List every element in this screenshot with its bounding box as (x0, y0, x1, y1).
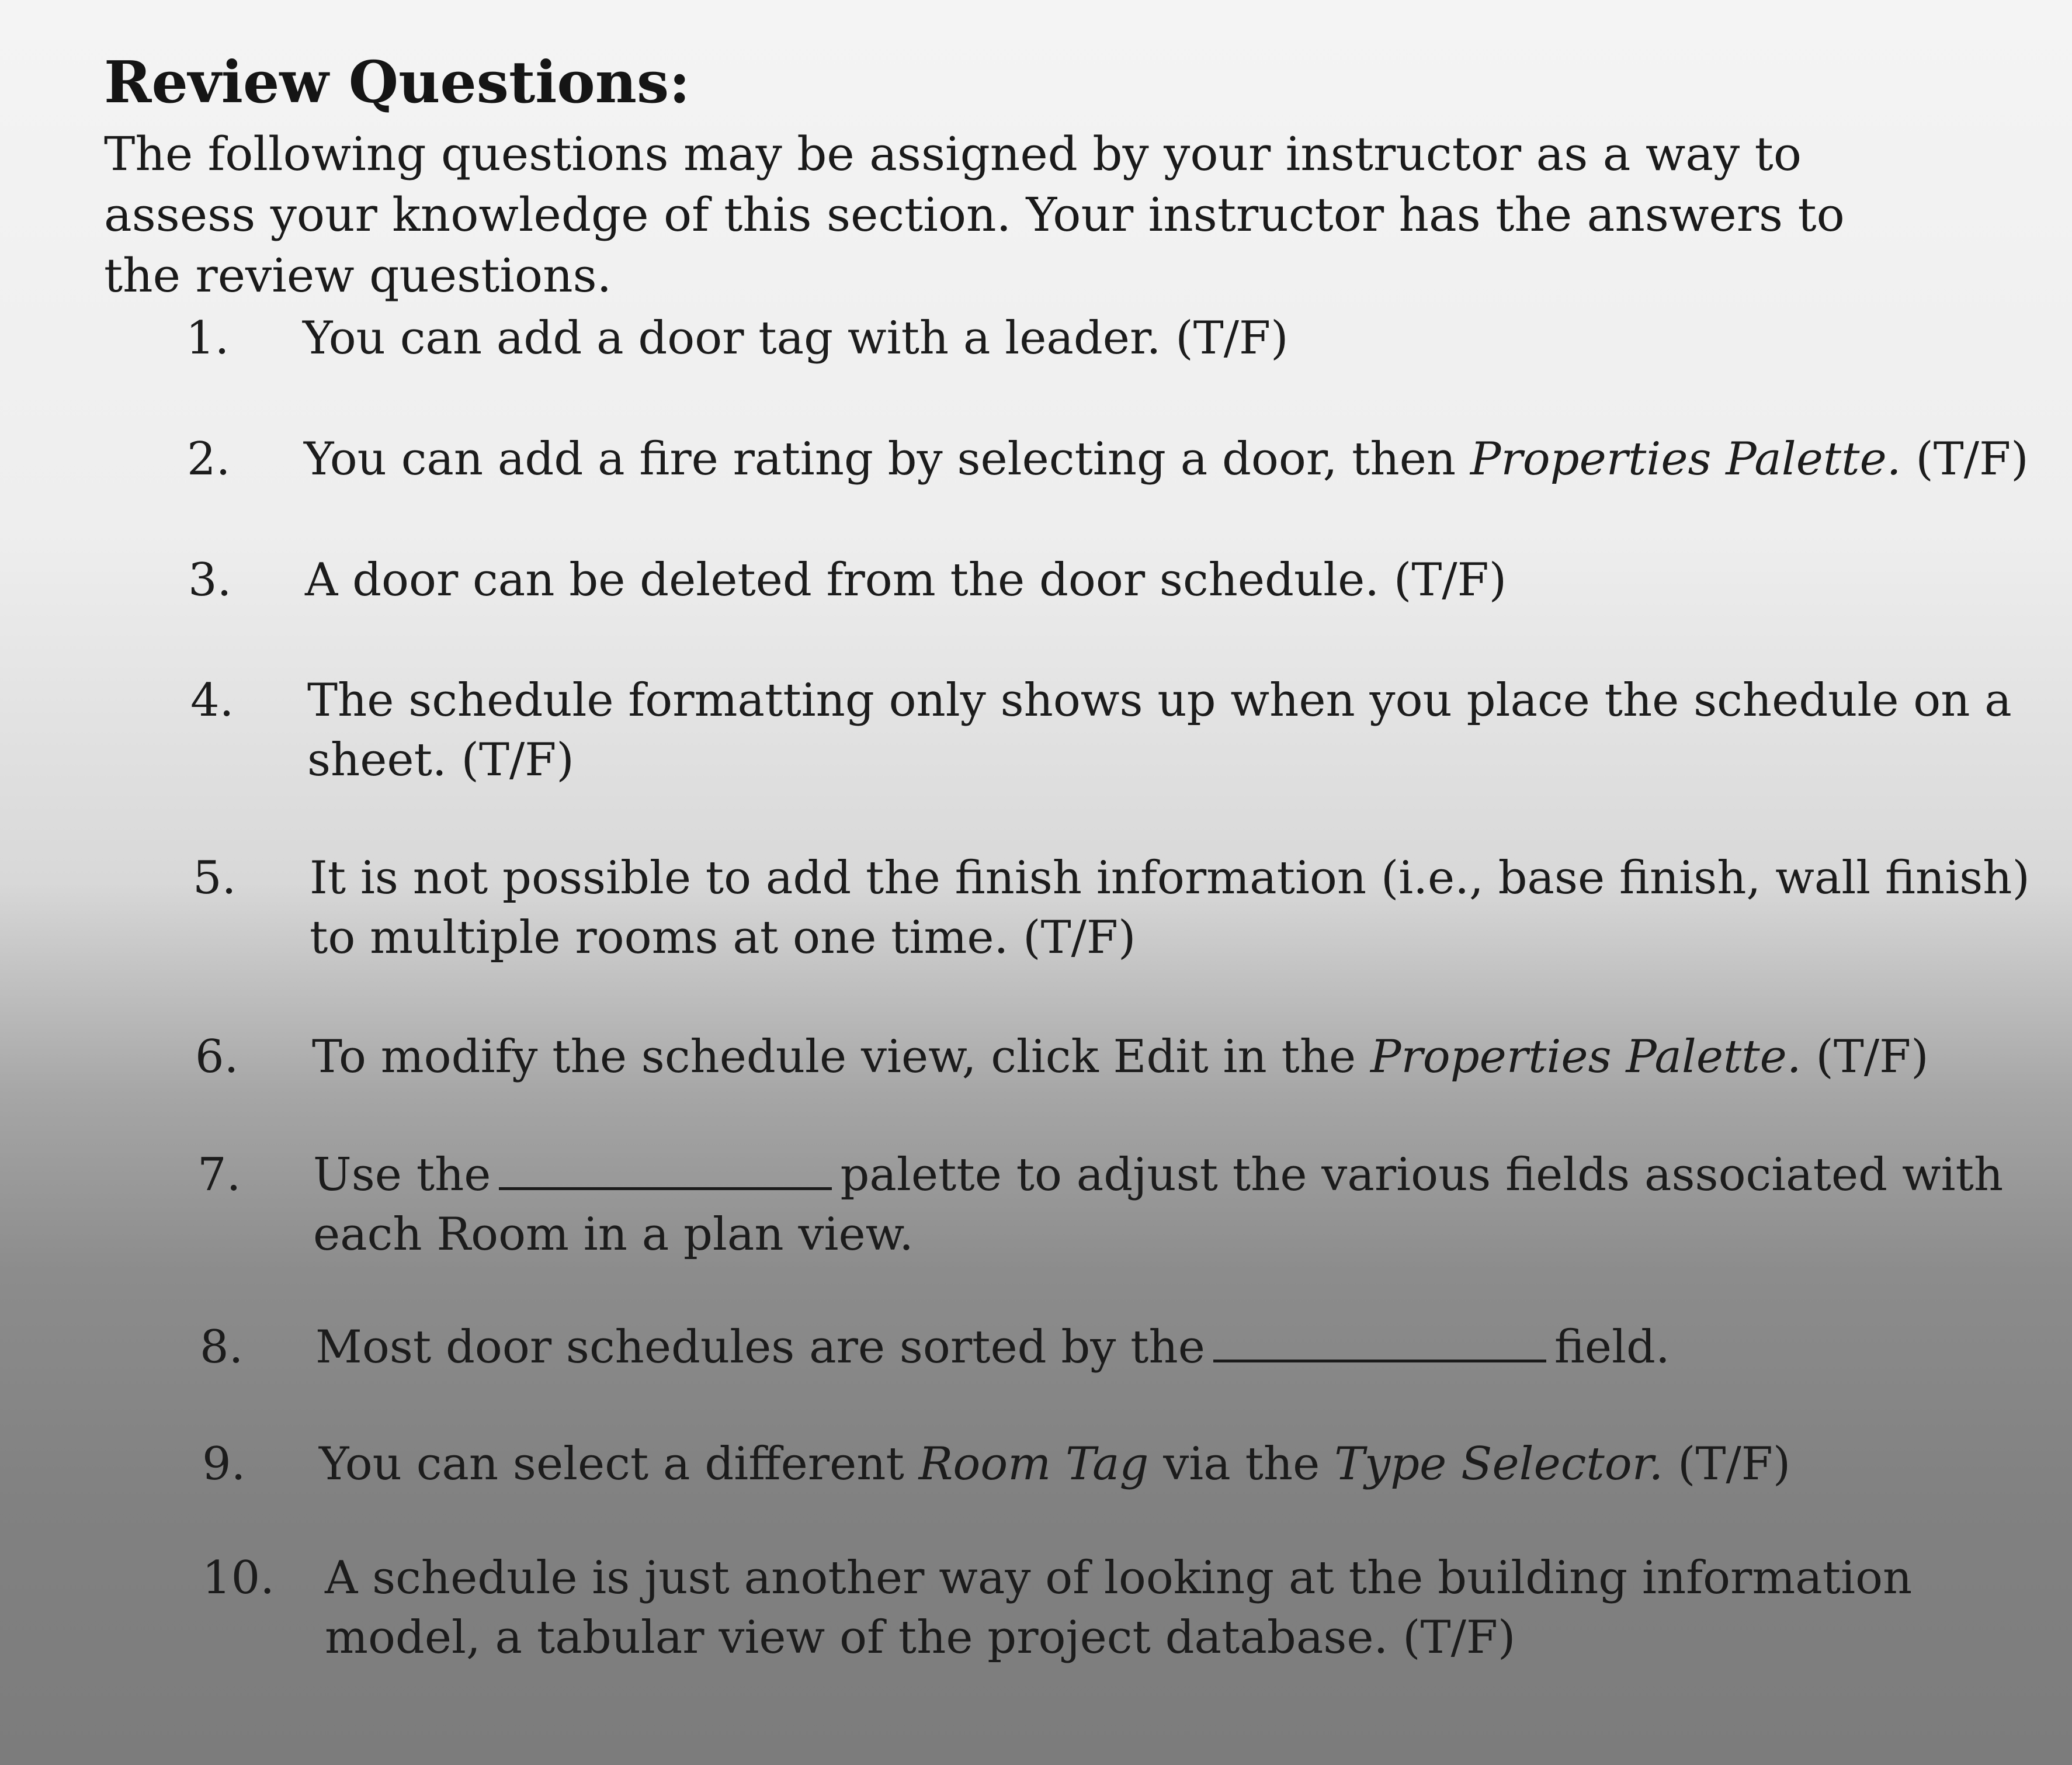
question-number: 2. (187, 433, 231, 486)
question-text: It is not possible to add the finish information (i.e., base finish, wall finish) to multiple rooms at one time. (T/F) (310, 852, 2030, 964)
question-number: 1. (186, 312, 230, 365)
question-text: A schedule is just another way of looking at the building information model, a tabular view of the project database. (T/F) (325, 1552, 1913, 1664)
question-text (315, 1317, 2056, 1377)
fill-in-blank[interactable] (1213, 1319, 1546, 1362)
question-number: 6. (195, 1031, 239, 1083)
page-title: Review Questions: (104, 49, 690, 116)
question-text (304, 429, 2045, 489)
question-text (312, 1027, 2053, 1087)
question-text: The schedule formatting only shows up when you place the schedule on a sheet. (T/F) (307, 674, 2012, 786)
italic-term: Properties Palette. (1370, 1031, 1802, 1083)
question-text-part: (T/F) (1801, 1031, 1929, 1083)
question-text-part: (T/F) (1663, 1438, 1791, 1490)
question-text-part: palette to adjust the various fields associated with each Room in a plan view. (313, 1149, 2004, 1261)
question-number: 10. (202, 1552, 275, 1604)
question-text-part: (T/F) (1901, 433, 2029, 486)
question-text-part: field. (1554, 1321, 1670, 1374)
question-number: 3. (188, 554, 232, 606)
question-text-part: via the (1148, 1438, 1335, 1490)
question-number: 8. (200, 1321, 244, 1374)
question-text-part: You can add a fire rating by selecting a door, then (304, 433, 1470, 486)
intro-paragraph: The following questions may be assigned by your instructor as a way to assess your knowledge of this section. Your instructor has the answers to the review questions. (104, 127, 1845, 303)
question-text (313, 1145, 2054, 1264)
question-text-part: To modify the schedule view, click Edit in the (312, 1031, 1371, 1083)
question-number: 7. (197, 1149, 241, 1201)
question-text-part: You can select a different (319, 1438, 919, 1490)
question-text-part: Use the (313, 1149, 491, 1201)
italic-term: Room Tag (918, 1438, 1149, 1490)
italic-term: Properties Palette. (1470, 433, 1901, 486)
question-number: 5. (193, 852, 237, 904)
question-text-part: Most door schedules are sorted by the (315, 1321, 1205, 1374)
italic-term: Type Selector. (1334, 1438, 1664, 1490)
question-text: You can add a door tag with a leader. (T/F) (303, 312, 1289, 365)
question-text: A door can be deleted from the door schedule. (T/F) (305, 554, 1507, 606)
question-text (319, 1434, 2060, 1494)
fill-in-blank[interactable] (499, 1146, 832, 1190)
question-number: 4. (190, 674, 234, 727)
question-number: 9. (202, 1438, 246, 1490)
